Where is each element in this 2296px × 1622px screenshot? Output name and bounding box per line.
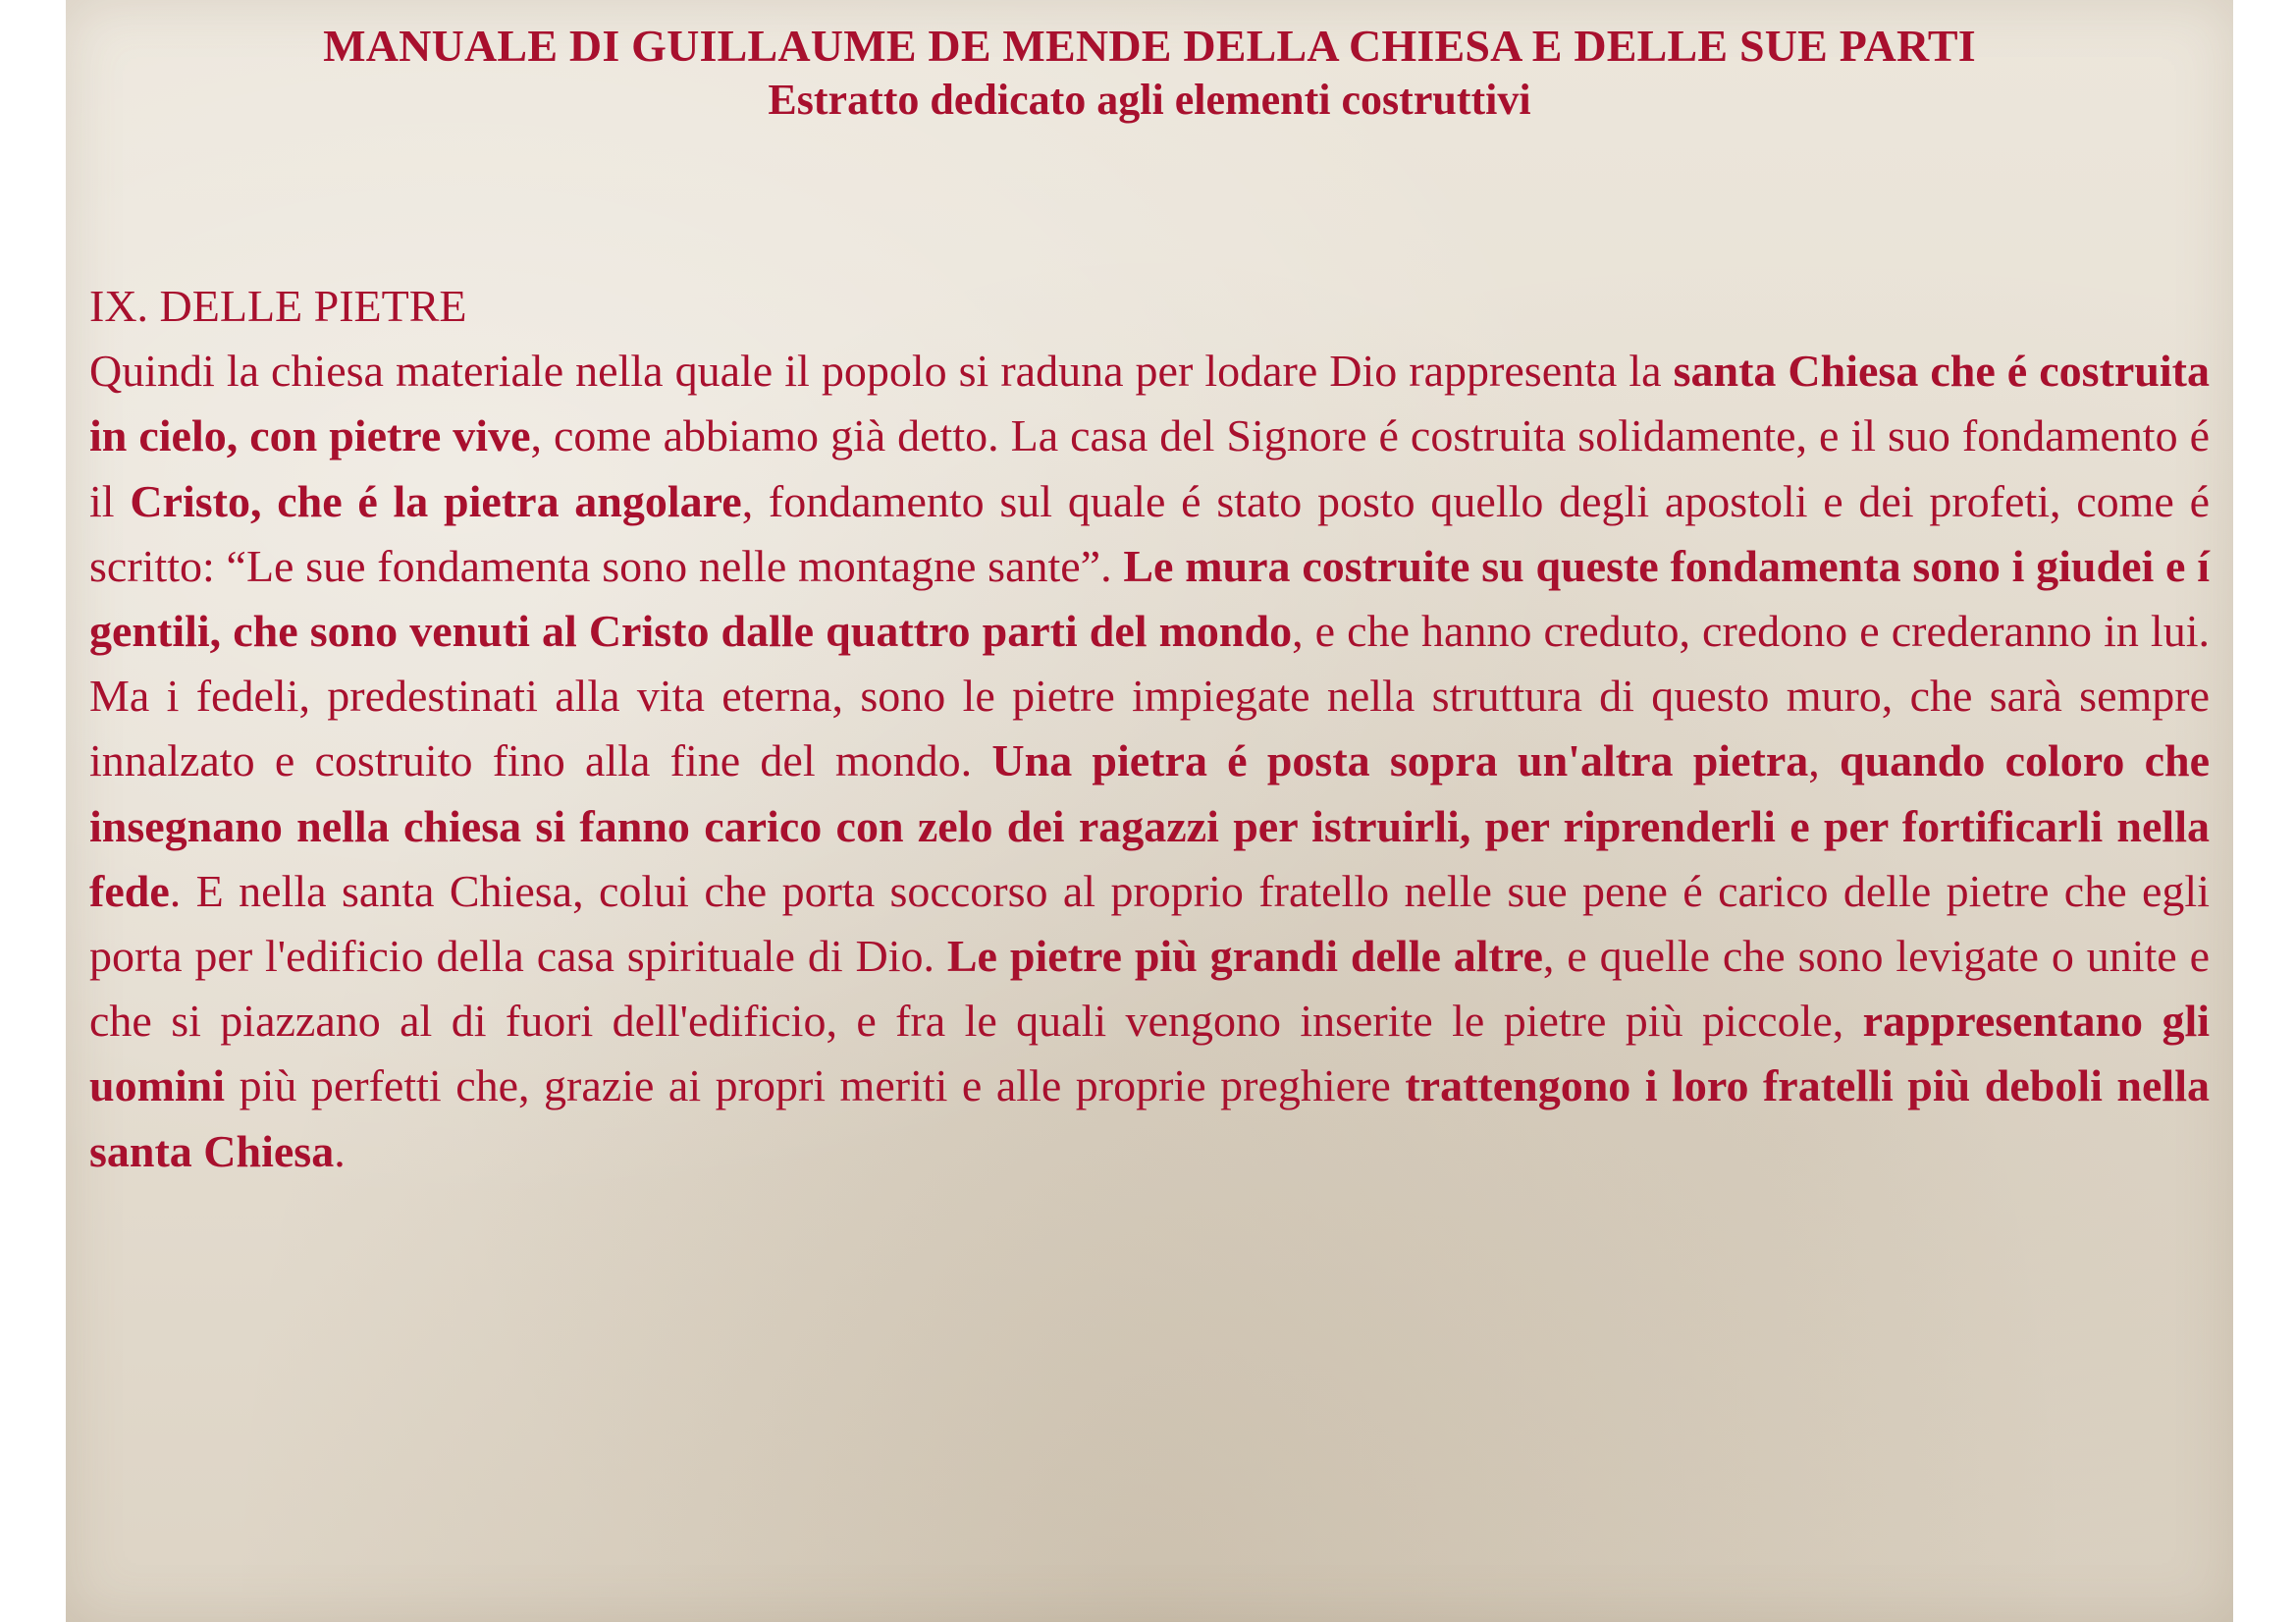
emphasis-segment: Una pietra é posta sopra un'altra pietra: [991, 735, 1809, 786]
document-subtitle: Estratto dedicato agli elementi costruttivi: [768, 76, 1531, 124]
emphasis-segment: Cristo, che é la pietra angolare: [130, 475, 742, 526]
text-segment: , e quelle che sono levigate o unite e che si piazzano al di fuori dell'edificio, e fra le quali vengono inserite le pietre più piccole,: [89, 931, 2210, 1047]
document-body: [89, 274, 2210, 1184]
text-segment: , come abbiamo già detto. La casa del Signore é costruita solidamente, e il suo fondamento é il: [89, 410, 2210, 526]
section-heading: IX. DELLE PIETRE: [89, 281, 467, 331]
text-segment: , fondamento sul quale é stato posto quello degli apostoli e dei profeti, come é scritto: “Le sue fondamenta sono nelle montagne sante”.: [89, 475, 2210, 591]
emphasis-segment: trattengono i loro fratelli più deboli nella santa Chiesa: [89, 1060, 2210, 1176]
emphasis-segment: Le pietre più grandi delle altre: [946, 931, 1543, 982]
emphasis-segment: quando coloro che insegnano nella chiesa si fanno carico con zelo dei ragazzi per istruirli, per riprenderli e per fortificarli nella fede: [89, 735, 2211, 916]
text-segment: Quindi la chiesa materiale nella quale il popolo si raduna per lodare Dio rappresenta la: [89, 346, 1674, 397]
emphasis-segment: Le mura costruite su queste fondamenta sono i giudei e í gentili, che sono venuti al Cristo dalle quattro parti del mondo: [89, 540, 2211, 657]
text-segment: .: [334, 1125, 346, 1176]
emphasis-segment: rappresentano gli uomini: [89, 996, 2211, 1111]
emphasis-segment: santa Chiesa che é costruita in cielo, con pietre vive: [89, 346, 2210, 461]
document-title: MANUALE DI GUILLAUME DE MENDE DELLA CHIESA E DELLE SUE PARTI: [323, 21, 1976, 71]
body-paragraph: [89, 339, 2210, 1184]
text-segment: più perfetti che, grazie ai propri meriti e alle proprie preghiere: [225, 1060, 1406, 1111]
text-segment: , e che hanno creduto, credono e crederanno in lui. Ma i fedeli, predestinati alla vita eterna, sono le pietre impiegate nella struttura di questo muro, che sarà sempre innalzato e costruito fino alla fine del mondo.: [89, 606, 2210, 786]
text-segment: ,: [1808, 735, 1840, 786]
document-page: [66, 0, 2233, 1622]
text-segment: . E nella santa Chiesa, colui che porta soccorso al proprio fratello nelle sue pene é carico delle pietre che egli porta per l'edificio della casa spirituale di Dio.: [89, 865, 2210, 982]
document-header: [66, 20, 2233, 126]
